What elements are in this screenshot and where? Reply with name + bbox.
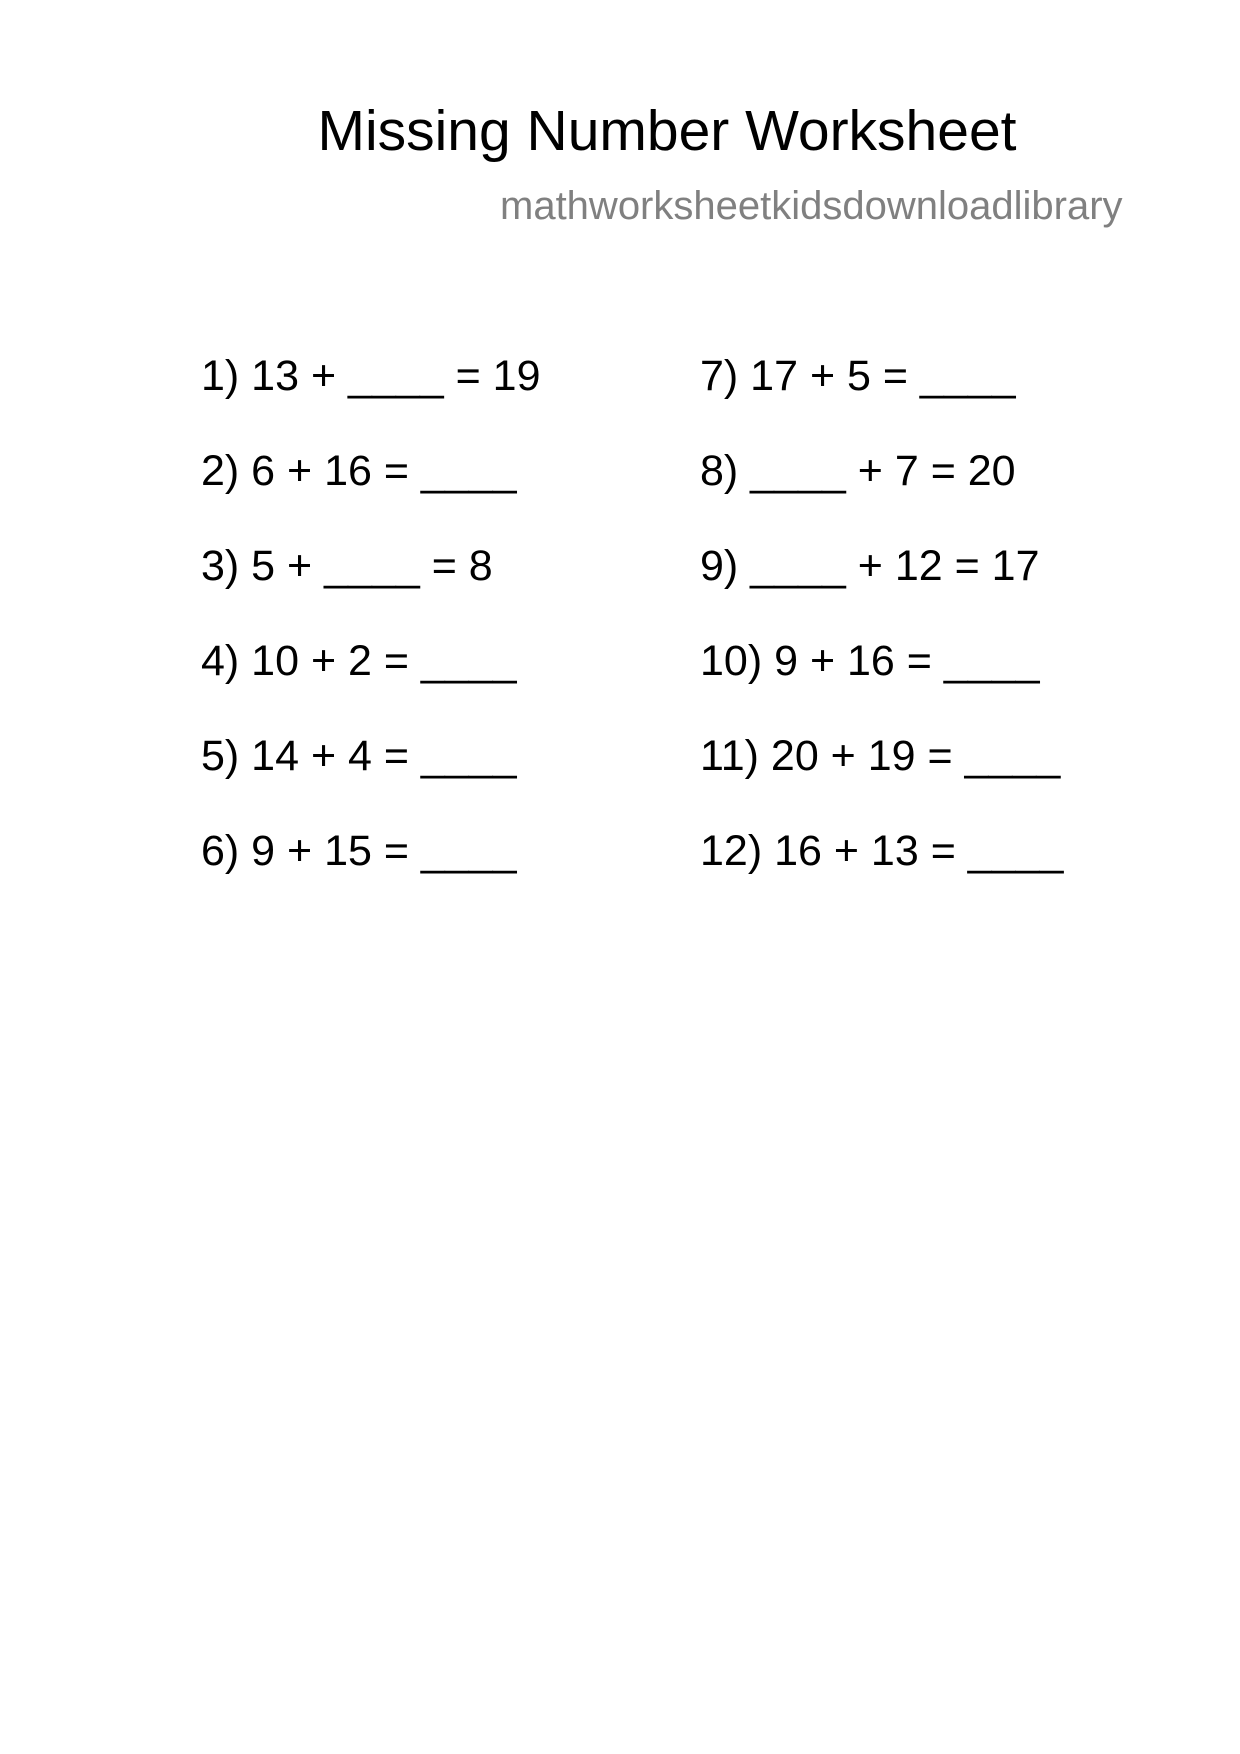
problem-8: 8) ____ + 7 = 20 bbox=[700, 447, 1016, 495]
problem-9: 9) ____ + 12 = 17 bbox=[700, 542, 1040, 590]
problem-7: 7) 17 + 5 = ____ bbox=[700, 352, 1016, 400]
problem-4: 4) 10 + 2 = ____ bbox=[201, 637, 517, 685]
problem-6: 6) 9 + 15 = ____ bbox=[201, 827, 517, 875]
problem-1: 1) 13 + ____ = 19 bbox=[201, 352, 541, 400]
problem-3: 3) 5 + ____ = 8 bbox=[201, 542, 493, 590]
problem-10: 10) 9 + 16 = ____ bbox=[700, 637, 1040, 685]
problem-12: 12) 16 + 13 = ____ bbox=[700, 827, 1064, 875]
problems-right-column bbox=[700, 350, 1063, 920]
problem-5: 5) 14 + 4 = ____ bbox=[201, 732, 517, 780]
worksheet-title: Missing Number Worksheet bbox=[317, 99, 1017, 163]
worksheet-subtitle: mathworksheetkidsdownloadlibrary bbox=[500, 184, 1123, 228]
problem-11: 11) 20 + 19 = ____ bbox=[700, 732, 1061, 780]
problem-2: 2) 6 + 16 = ____ bbox=[201, 447, 517, 495]
problems-left-column bbox=[201, 350, 541, 920]
